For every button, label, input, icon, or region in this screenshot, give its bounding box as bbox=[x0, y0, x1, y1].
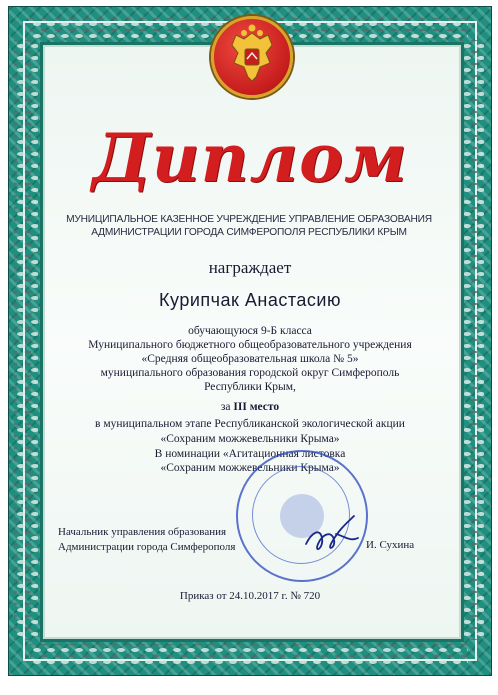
detail-line-1: обучающуюся 9-Б класса bbox=[188, 325, 312, 337]
organization-line-1: МУНИЦИПАЛЬНОЕ КАЗЕННОЕ УЧРЕЖДЕНИЕ УПРАВЛЕНИЕ ОБРАЗОВАНИЯ bbox=[66, 214, 432, 225]
laurel-band-bottom bbox=[30, 644, 468, 666]
event-line-2: «Сохраним можжевельники Крыма» bbox=[160, 433, 340, 445]
event-line-4: «Сохраним можжевельники Крыма» bbox=[160, 462, 340, 474]
title-text: Диплом bbox=[92, 119, 408, 197]
recipient-name: Курипчак Анастасию bbox=[159, 290, 341, 310]
diploma-title bbox=[90, 112, 410, 204]
place-line bbox=[70, 401, 430, 413]
detail-line-2: Муниципального бюджетного общеобразовательного учреждения bbox=[88, 339, 412, 351]
laurel-band-left bbox=[14, 40, 38, 640]
signatory-title-line-1: Начальник управления образования bbox=[58, 526, 227, 538]
double-headed-eagle-icon bbox=[214, 19, 290, 95]
place-prefix: за bbox=[220, 401, 231, 413]
order-reference: Приказ от 24.10.2017 г. № 720 bbox=[179, 590, 321, 602]
handwritten-signature bbox=[296, 504, 366, 564]
event-line-1: в муниципальном этапе Республиканской экологической акции bbox=[95, 418, 405, 430]
detail-line-5: Республики Крым, bbox=[204, 381, 296, 393]
detail-line-3: «Средняя общеобразовательная школа № 5» bbox=[141, 353, 359, 365]
signatory-title-line-2: Администрации города Симферополя bbox=[58, 541, 236, 553]
place-value: III место bbox=[233, 401, 280, 413]
detail-line-4: муниципального образования городской округ Симферополь bbox=[100, 367, 400, 379]
organization-line-2: АДМИНИСТРАЦИИ ГОРОДА СИМФЕРОПОЛЯ РЕСПУБЛИКИ КРЫМ bbox=[91, 227, 407, 238]
signatory-name: И. Сухина bbox=[366, 539, 415, 551]
event-line-3: В номинации «Агитационная листовка bbox=[154, 448, 346, 460]
awards-heading: награждает bbox=[208, 258, 292, 277]
coat-of-arms-emblem bbox=[211, 16, 293, 98]
